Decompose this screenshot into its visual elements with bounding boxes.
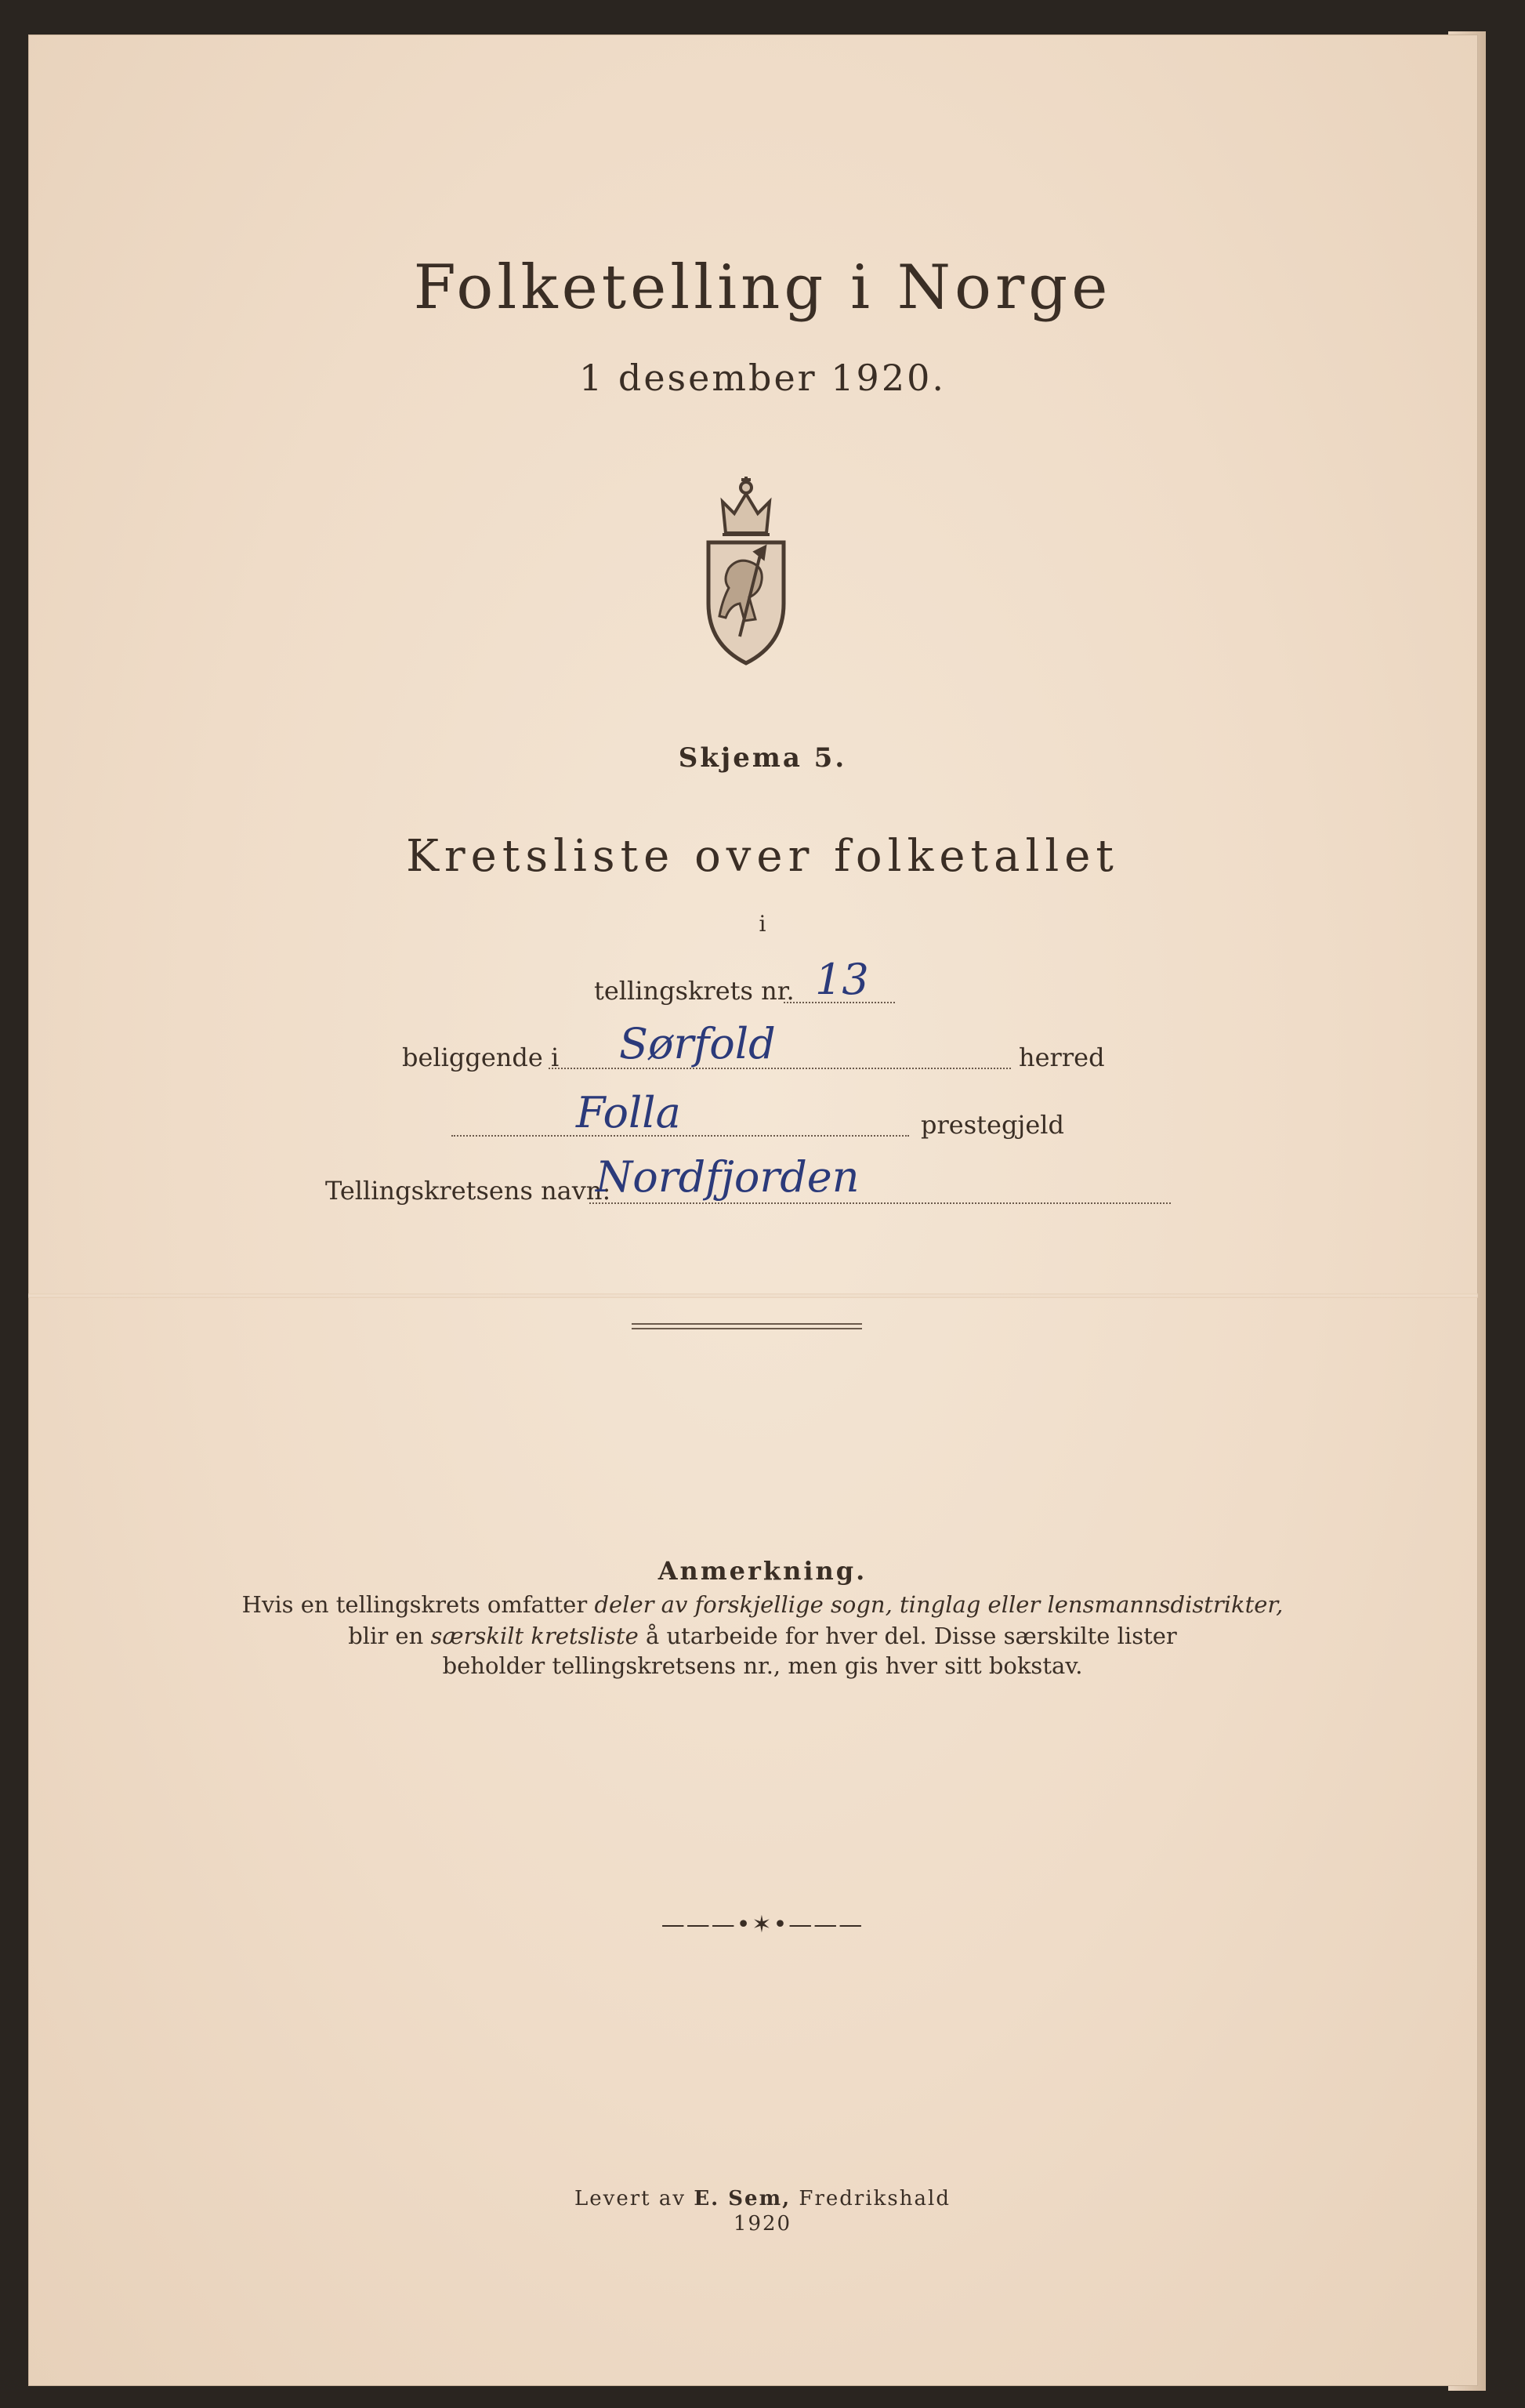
beliggende-label: beliggende i: [402, 1043, 560, 1072]
beliggende-value: Sørfold: [619, 1019, 776, 1068]
schema-number: Skjema 5.: [678, 742, 847, 774]
navn-value: Nordfjorden: [596, 1152, 860, 1202]
list-connector: i: [759, 911, 766, 937]
norwegian-coat-of-arms-icon: [708, 477, 784, 663]
printer-credit: [0, 2187, 1525, 2210]
list-title: Kretsliste over folketallet: [406, 831, 1119, 882]
note-line-1: [0, 1591, 1525, 1618]
navn-label: Tellingskretsens navn:: [325, 1176, 611, 1206]
divider-rule-top: [632, 1323, 862, 1325]
document-title: Folketelling i Norge: [413, 252, 1112, 323]
document-date: 1 desember 1920.: [579, 357, 946, 399]
note-heading: Anmerkning.: [657, 1556, 868, 1586]
note-line-2-emphasis: særskilt kretsliste: [430, 1623, 639, 1649]
herred-label: herred: [1019, 1043, 1105, 1072]
beliggende-line: [549, 1068, 1011, 1069]
note-line-3: beholder tellingskretsens nr., men gis hver sitt bokstav.: [442, 1652, 1083, 1679]
krets-value: 13: [815, 955, 869, 1004]
ornament-divider: ———•✶•———: [661, 1911, 864, 1938]
note-line-1-text: Hvis en tellingskrets omfatter: [241, 1591, 595, 1618]
note-line-1-emphasis: deler av forskjellige sogn, tinglag eller lensmannsdistrikter,: [594, 1591, 1284, 1618]
note-line-2-text-a: blir en: [348, 1623, 431, 1649]
printer-place: Fredrikshald: [791, 2187, 951, 2210]
printer-name: E. Sem,: [694, 2187, 791, 2210]
print-year: 1920: [733, 2212, 792, 2236]
prestegjeld-label: prestegjeld: [921, 1110, 1064, 1140]
navn-line: [589, 1202, 1171, 1204]
krets-label: tellingskrets nr.: [594, 976, 795, 1006]
divider-rule-bottom: [632, 1328, 862, 1329]
printer-prefix: Levert av: [574, 2187, 694, 2210]
note-line-2: [0, 1623, 1525, 1649]
note-line-2-text-b: å utarbeide for hver del. Disse særskilte lister: [638, 1623, 1177, 1649]
prestegjeld-value: Folla: [576, 1088, 681, 1137]
